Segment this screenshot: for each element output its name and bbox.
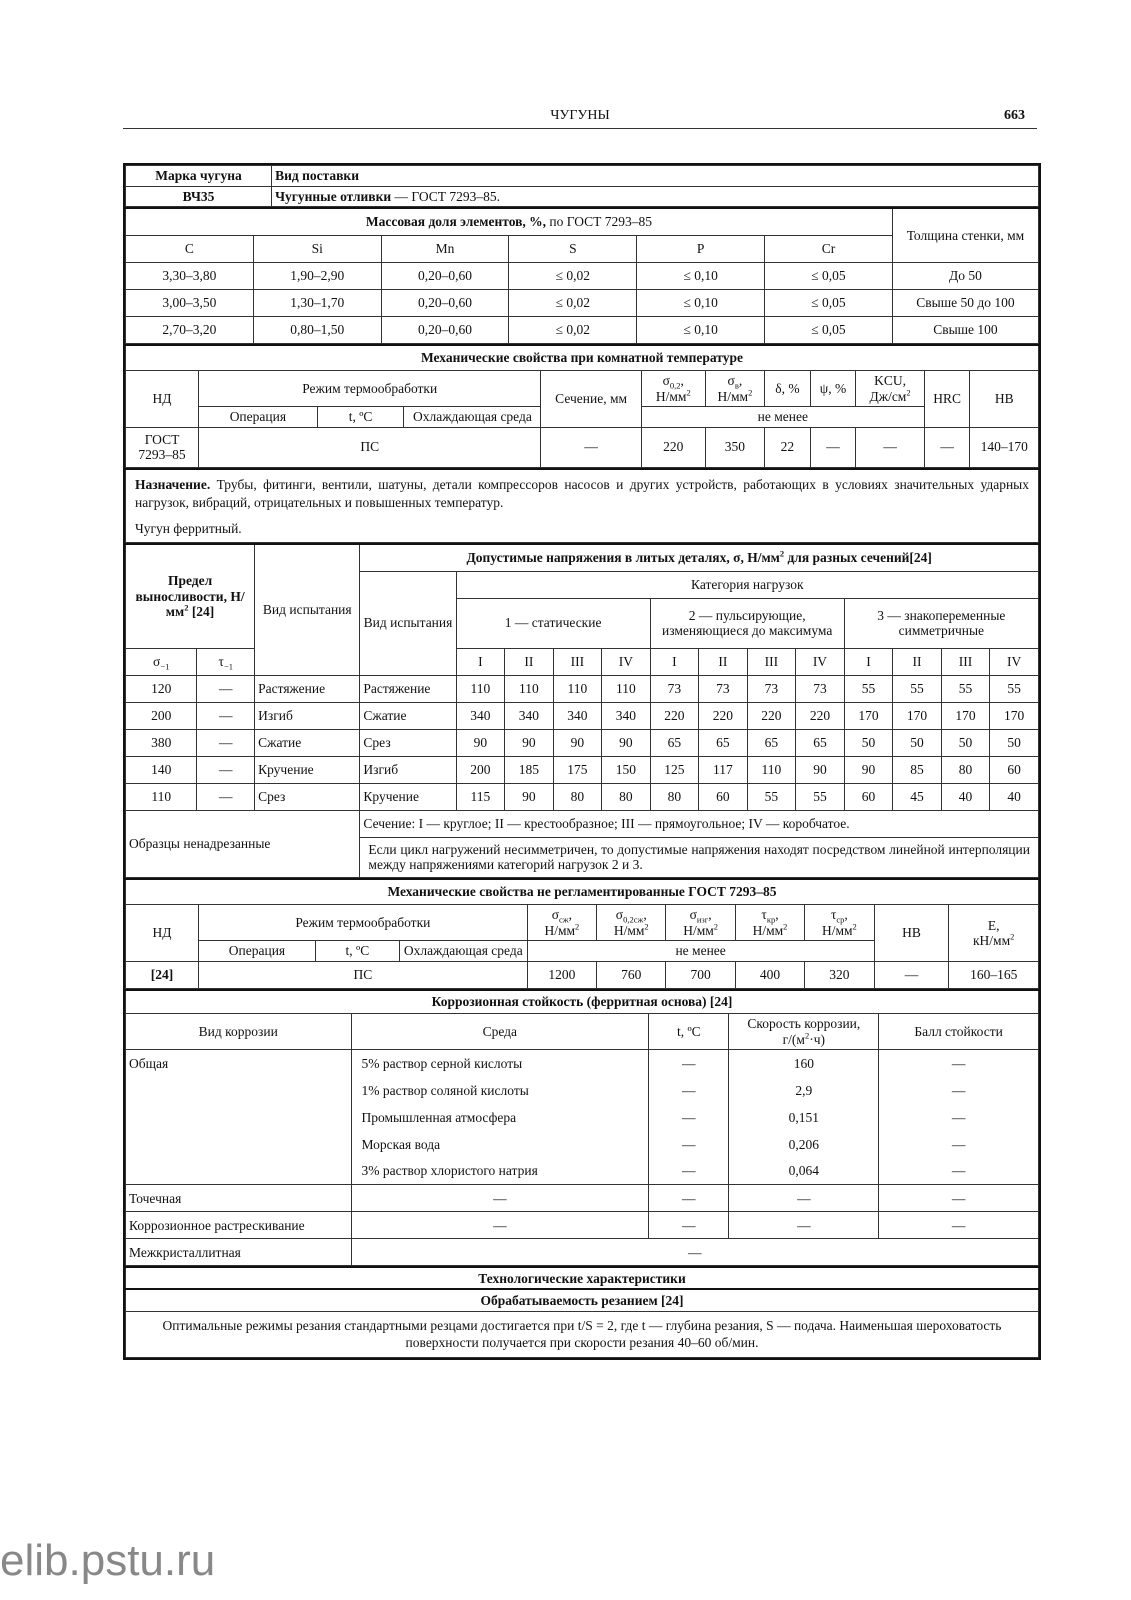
supply-label: Вид поставки (272, 166, 1039, 187)
fatigue-table: Предел выносливости, $Н/мм^2$ [24] Вид испытания Допустимые напряжения в литых деталях, σ, $Н/мм^2$ для разных сечений[24] Вид испытания Категория нагрузок 1 — статические 2 — пульсирующие, изменяющиеся до максимума 3 — знакопеременные симметричные $\sigma_{-1}$ $\tau_{-1}$ I II III IV I II III IV I II III IV 120 — Растяжение Растяжение 110 110 110 110 73 73 73 73 55 55 55 55 200 — Изгиб Сжатие 340 340 340 340 220 220 220 220 170 170 170 170 380 — Сжатие Срез 90 90 90 90 65 65 65 65 50 50 50 50 140 — Кручение Изгиб 200 185 175 150 125 117 110 90 90 85 80 60 110 — Срез Кручение 115 90 80 80 80 60 55 55 60 45 40 40 Образцы ненадрезанные Сечение: I — круглое; II — крестообразное; III — прямоугольное; IV — коробчатое. Если цикл нагружений несимметричен, то допустимые напряжения находят посредством линейной интерполяции между напряжениями категорий нагрузок 2 и 3. (125, 543, 1039, 878)
running-title: ЧУГУНЫ (550, 108, 610, 123)
page-header (123, 106, 1037, 129)
table-row: 3,30–3,80 1,90–2,90 0,20–0,60 ≤ 0,02 ≤ 0,10 ≤ 0,05 До 50 (126, 262, 1039, 289)
table-row: 1% раствор соляной кислоты — 2,9 — (126, 1077, 1039, 1104)
table-row: Межкристаллитная — (126, 1239, 1039, 1266)
col-si: Si (253, 235, 381, 262)
spec-sheet (123, 163, 1041, 1360)
col-p: P (637, 235, 765, 262)
section-note: Сечение: I — круглое; II — крестообразное; III — прямоугольное; IV — коробчатое. (360, 810, 1039, 837)
grade-table (125, 165, 1039, 207)
table-row: 380 — Сжатие Срез 90 90 90 90 65 65 65 65 50 50 50 50 (126, 729, 1039, 756)
cycle-note: Если цикл нагружений несимметричен, то допустимые напряжения находят посредством линейной интерполяции между напряжениями категорий нагрузок 2 и 3. (360, 837, 1039, 877)
table-row: Коррозионное растрескивание — — — — (126, 1212, 1039, 1239)
col-cr: Cr (765, 235, 893, 262)
samples-note: Образцы ненадрезанные (126, 810, 360, 877)
tech-table (125, 1266, 1039, 1358)
table-row: 120 — Растяжение Растяжение 110 110 110 110 73 73 73 73 55 55 55 55 (126, 675, 1039, 702)
tech-title: Технологические характеристики (126, 1267, 1039, 1289)
corrosion-table: Коррозионная стойкость (ферритная основа) [24] Вид коррозии Среда t, ºС Скорость коррозии, $г/(м^2\cdot ч)$ Балл стойкости Общая 5% раствор серной кислоты — 160 — 1% раствор соляной кислоты — 2,9 — Промышленная атмосфера — 0,151 — Морская вода — 0,206 — 3% раствор хлористого натрия — 0,064 — Точечная — — — — Коррозионное растрескивание — — — — Межкристаллитная — (125, 989, 1039, 1267)
mech-table: Механические свойства при комнатной температуре НД Режим термообработки Сечение, мм $\sigma_{0,2}$, $Н/мм^2$ $\sigma_в$, $Н/мм^2$ δ, % ψ, % KCU, $Дж/см^2$ HRC HB Операция t, ºС Охлаждающая среда не менее ГОСТ 7293–85 ПС — 220 350 22 — — — 140–170 (125, 344, 1039, 468)
table-row: Точечная — — — — (126, 1185, 1039, 1212)
allowable-title: Допустимые напряжения в литых деталях, σ, $Н/мм^2$ для разных сечений[24] (360, 544, 1039, 571)
grade-label: Марка чугуна (126, 166, 272, 187)
thickness-header: Толщина стенки, мм (892, 208, 1038, 262)
col-s: S (509, 235, 637, 262)
purpose-note: Чугун ферритный. (135, 521, 242, 537)
table-row: Морская вода — 0,206 — (126, 1131, 1039, 1158)
table-row: ГОСТ 7293–85 ПС — 220 350 22 — — — 140–170 (126, 427, 1039, 467)
test-type-header: Вид испытания (255, 544, 360, 675)
fatigue-limit-header: Предел выносливости, $Н/мм^2$ [24] (126, 544, 255, 648)
grade-value: ВЧ35 (126, 186, 272, 207)
page-number: 663 (1004, 108, 1025, 123)
table-row: 110 — Срез Кручение 115 90 80 80 80 60 55 55 60 45 40 40 (126, 783, 1039, 810)
composition-title: Массовая доля элементов, %, по ГОСТ 7293–85 (126, 208, 893, 235)
purpose-text: Назначение. Трубы, фитинги, вентили, шатуны, детали компрессоров насосов и других устройств, работающих в условиях значительных ударных нагрузок, вибраций, отрицательных и повышенных температур. Чугун ферритный. (126, 469, 1039, 543)
table-row: 3,00–3,50 1,30–1,70 0,20–0,60 ≤ 0,02 ≤ 0,10 ≤ 0,05 Свыше 50 до 100 (126, 289, 1039, 316)
table-row: 2,70–3,20 0,80–1,50 0,20–0,60 ≤ 0,02 ≤ 0,10 ≤ 0,05 Свыше 100 (126, 316, 1039, 343)
table-row: Промышленная атмосфера — 0,151 — (126, 1104, 1039, 1131)
mech2-table: Механические свойства не регламентированные ГОСТ 7293–85 НД Режим термообработки $\sigma_{сж}$, $Н/мм^2$ $\sigma_{0,2сж}$, $Н/мм^2$ $\sigma_{изг}$, $Н/мм^2$ $\tau_{кр}$, $Н/мм^2$ $\tau_{ср}$, $Н/мм^2$ HB E, $кН/мм^2$ Операция t, ºС Охлаждающая среда не менее [24] ПС 1200 760 700 400 320 — 160–165 (125, 878, 1039, 989)
mech-title: Механические свойства при комнатной температуре (126, 345, 1039, 371)
table-row: 3% раствор хлористого натрия — 0,064 — (126, 1158, 1039, 1185)
mech2-title: Механические свойства не регламентированные ГОСТ 7293–85 (126, 879, 1039, 905)
machinability-text: Оптимальные режимы резания стандартными резцами достигается при t/S = 2, где t — глубина резания, S — подача. Наименьшая шероховатость поверхности получается при скорости резания 40–60 об/мин. (126, 1311, 1039, 1357)
col-c: C (126, 235, 254, 262)
purpose-table (125, 468, 1039, 544)
corrosion-title: Коррозионная стойкость (ферритная основа) [24] (126, 990, 1039, 1014)
table-row: 140 — Кручение Изгиб 200 185 175 150 125 117 110 90 90 85 80 60 (126, 756, 1039, 783)
machinability-title: Обрабатываемость резанием [24] (126, 1289, 1039, 1311)
col-mn: Mn (381, 235, 509, 262)
supply-value: Чугунные отливки — ГОСТ 7293–85. (272, 186, 1039, 207)
watermark: elib.pstu.ru (0, 1536, 216, 1585)
table-row: [24] ПС 1200 760 700 400 320 — 160–165 (126, 961, 1039, 988)
table-row: 200 — Изгиб Сжатие 340 340 340 340 220 220 220 220 170 170 170 170 (126, 702, 1039, 729)
composition-table (125, 207, 1039, 344)
table-row: Общая 5% раствор серной кислоты — 160 — (126, 1050, 1039, 1077)
